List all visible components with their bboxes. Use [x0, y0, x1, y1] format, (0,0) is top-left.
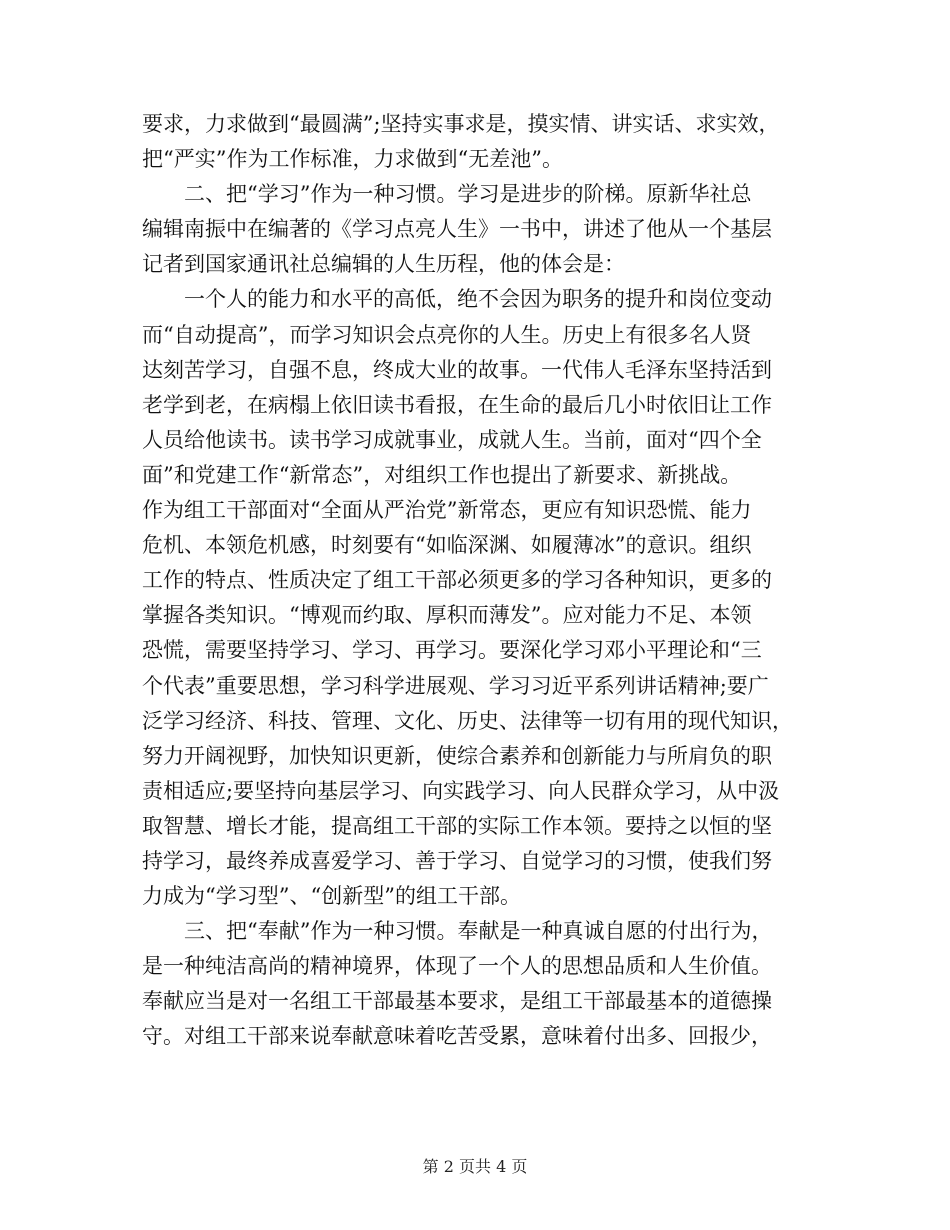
text-line: 要求，力求做到“最圆满”;坚持实事求是，摸实情、讲实话、求实效， [142, 112, 780, 136]
body-text [142, 107, 822, 1055]
text-line: 奉献应当是对一名组工干部最基本要求，是组工干部最基本的道德操 [142, 989, 772, 1014]
text-line: 面”和党建工作“新常态”，对组织工作也提出了新要求、新挑战。 [142, 462, 742, 487]
text-line: 编辑南振中在编著的《学习点亮人生》一书中，讲述了他从一个基层 [142, 217, 772, 242]
text-line: 是一种纯洁高尚的精神境界，体现了一个人的思想品质和人生价值。 [142, 954, 772, 979]
text-line: 力成为“学习型”、“创新型”的组工干部。 [142, 884, 521, 909]
text-line: 掌握各类知识。“博观而约取、厚积而薄发”。应对能力不足、本领 [142, 603, 752, 628]
text-line: 个代表”重要思想，学习科学进展观、学习习近平系列讲话精神;要广 [142, 673, 769, 698]
text-line: 工作的特点、性质决定了组工干部必须更多的学习各种知识，更多的 [142, 568, 772, 593]
text-line: 人员给他读书。读书学习成就事业，成就人生。当前，面对“四个全 [142, 427, 762, 452]
text-line: 达刻苦学习，自强不息，终成大业的故事。一代伟人毛泽东坚持活到 [142, 357, 772, 382]
text-line: 危机、本领危机感，时刻要有“如临深渊、如履薄冰”的意识。组织 [142, 533, 752, 558]
paragraph-start-line: 一个人的能力和水平的高低，绝不会因为职务的提升和岗位变动 [184, 287, 772, 312]
text-line: 而“自动提高”，而学习知识会点亮你的人生。历史上有很多名人贤 [142, 322, 752, 347]
text-line: 作为组工干部面对“全面从严治党”新常态，更应有知识恐慌、能力 [142, 498, 752, 523]
text-line: 守。对组工干部来说奉献意味着吃苦受累，意味着付出多、回报少， [142, 1024, 772, 1049]
text-line: 恐慌，需要坚持学习、学习、再学习。要深化学习邓小平理论和“三 [142, 638, 762, 663]
text-line: 取智慧、增长才能，提高组工干部的实际工作本领。要持之以恒的坚 [142, 813, 772, 838]
text-line: 持学习，最终养成喜爱学习、善于学习、自觉学习的习惯，使我们努 [142, 848, 772, 873]
text-line: 努力开阔视野，加快知识更新，使综合素养和创新能力与所肩负的职 [142, 743, 772, 768]
text-line: 老学到老，在病榻上依旧读书看报，在生命的最后几小时依旧让工作 [142, 392, 772, 417]
text-line: 责相适应;要坚持向基层学习、向实践学习、向人民群众学习，从中汲 [142, 778, 780, 803]
text-line: 把“严实”作为工作标准，力求做到“无差池”。 [142, 147, 563, 172]
paragraph-start-line: 三、把“奉献”作为一种习惯。奉献是一种真诚自愿的付出行为， [184, 919, 773, 944]
paragraph-start-line: 二、把“学习”作为一种习惯。学习是进步的阶梯。原新华社总 [184, 182, 752, 207]
text-line: 泛学习经济、科技、管理、文化、历史、法律等一切有用的现代知识， [142, 708, 793, 733]
page-number-footer: 第 2 页共 4 页 [422, 1157, 528, 1176]
text-line: 记者到国家通讯社总编辑的人生历程，他的体会是： [142, 252, 625, 277]
